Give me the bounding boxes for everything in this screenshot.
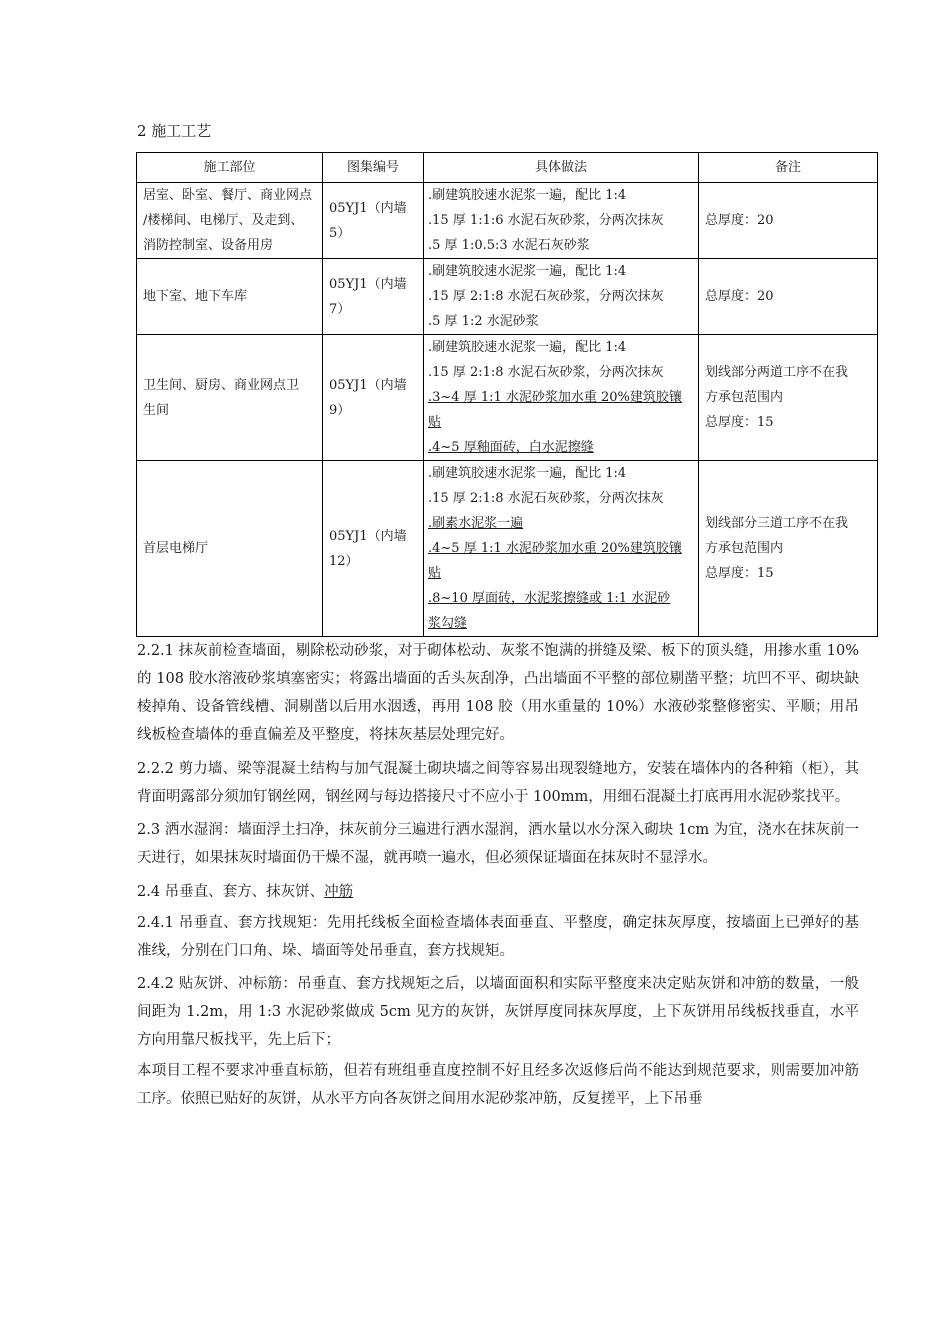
code-cell-line: 9）: [329, 402, 351, 418]
method-step: .4~5 厚釉面砖，白水泥擦缝: [428, 440, 594, 455]
table-body: [137, 183, 878, 637]
method-step: 贴: [428, 566, 442, 581]
code-cell-line: 7）: [329, 301, 351, 317]
location-cell: [137, 335, 323, 461]
method-step: .8~10 厚面砖，水泥浆擦缝或 1:1 水泥砂: [428, 591, 671, 606]
note-cell-line: 方承包范围内: [705, 390, 784, 405]
code-cell-line: 05YJ1（内墙: [329, 377, 407, 393]
body-text: [137, 637, 859, 1119]
note-cell-line: 总厚度：15: [705, 415, 774, 430]
method-step: .4~5 厚 1:1 水泥砂浆加水重 20%建筑胶镶: [428, 541, 682, 556]
paragraph-text: 本项目工程不要求冲垂直标筋，但若有班组垂直度控制不好且经多次返修后尚不能达到规范要求，则需要加冲筋工序。依照已贴好的灰饼，从水平方向各灰饼之间用水泥砂浆冲筋，反复搓平，上下吊垂: [137, 1063, 859, 1107]
location-cell-line: 消防控制室、设备用房: [143, 238, 274, 253]
location-cell-line: 地下室、地下车库: [143, 289, 248, 304]
method-step: .刷建筑胶速水泥浆一遍，配比 1:4: [428, 466, 627, 481]
method-step: .刷素水泥浆一遍: [428, 516, 524, 531]
method-step: .刷建筑胶速水泥浆一遍，配比 1:4: [428, 264, 627, 279]
construction-spec-table: [136, 152, 878, 637]
method-step: .5 厚 1:0.5:3 水泥石灰砂浆: [428, 238, 590, 253]
location-cell-line: 首层电梯厅: [143, 541, 209, 556]
note-cell: [699, 335, 878, 461]
note-cell: [699, 183, 878, 259]
paragraph-text: 2.3 洒水湿润：墙面浮土扫净，抹灰前分三遍进行洒水湿润，洒水量以水分深入砌块 1cm 为宜，浇水在抹灰前一天进行，如果抹灰时墙面仍干燥不湿，就再喷一遍水，但必须保证墙面在抹灰时不显浮水。: [137, 822, 859, 866]
code-cell: [323, 259, 424, 335]
paragraph-text: 2.2.1 抹灰前检查墙面，剔除松动砂浆，对于砌体松动、灰浆不饱满的拼缝及梁、板下的顶头缝，用掺水重 10%的 108 胶水溶液砂浆填塞密实；将露出墙面的舌头灰刮净，凸出墙面不平整的部位剔凿平整；坑凹不平、砌块缺棱掉角、设备管线槽、洞剔凿以后用水洇透，再用 108 胶（用水重量的 10%）水液砂浆整修密实、平顺；用吊线板检查墙体的垂直偏差及平整度，将抹灰基层处理完好。: [137, 643, 859, 743]
location-cell-line: 居室、卧室、餐厅、商业网点: [143, 188, 313, 203]
method-cell: [424, 183, 699, 259]
location-cell: [137, 461, 323, 637]
body-paragraph: [137, 816, 859, 872]
method-cell: [424, 461, 699, 637]
table-row: [137, 335, 878, 461]
note-cell-line: 总厚度：15: [705, 566, 774, 581]
method-step: .刷建筑胶速水泥浆一遍，配比 1:4: [428, 188, 627, 203]
paragraph-text: 冲筋: [324, 883, 354, 900]
method-step: 贴: [428, 415, 442, 430]
code-cell-line: 05YJ1（内墙: [329, 276, 407, 292]
code-cell: [323, 183, 424, 259]
note-cell: [699, 461, 878, 637]
header-note: 备注: [699, 153, 878, 183]
header-method: 具体做法: [424, 153, 699, 183]
code-cell: [323, 335, 424, 461]
location-cell: [137, 183, 323, 259]
location-cell: [137, 259, 323, 335]
note-cell-line: 总厚度：20: [705, 289, 774, 304]
body-paragraph: [137, 1057, 859, 1113]
note-cell: [699, 259, 878, 335]
section-heading: 2 施工工艺: [137, 122, 212, 140]
header-code: 图集编号: [323, 153, 424, 183]
body-paragraph: [137, 878, 859, 906]
method-step: .15 厚 2:1:8 水泥石灰砂浆，分两次抹灰: [428, 289, 664, 304]
body-paragraph: [137, 909, 859, 965]
method-step: .3~4 厚 1:1 水泥砂浆加水重 20%建筑胶镶: [428, 390, 682, 405]
table-row: [137, 259, 878, 335]
body-paragraph: [137, 970, 859, 1054]
code-cell-line: 12）: [329, 553, 359, 569]
note-cell-line: 划线部分两道工序不在我: [705, 365, 849, 380]
note-cell-line: 划线部分三道工序不在我: [705, 516, 849, 531]
header-location: 施工部位: [137, 153, 323, 183]
paragraph-text: 2.4.1 吊垂直、套方找规矩：先用托线板全面检查墙体表面垂直、平整度，确定抹灰厚度，按墙面上已弹好的基准线，分别在门口角、垛、墙面等处吊垂直，套方找规矩。: [137, 914, 859, 959]
note-cell-line: 方承包范围内: [705, 541, 784, 556]
location-cell-line: 生间: [143, 402, 170, 418]
method-step: .15 厚 2:1:8 水泥石灰砂浆，分两次抹灰: [428, 491, 664, 506]
code-cell-line: 5）: [329, 225, 351, 241]
paragraph-text: 2.4 吊垂直、套方、抹灰饼、: [137, 883, 325, 900]
paragraph-text: 2.4.2 贴灰饼、冲标筋：吊垂直、套方找规矩之后，以墙面面积和实际平整度来决定贴灰饼和冲筋的数量，一般间距为 1.2m，用 1:3 水泥砂浆做成 5cm 见方的灰饼，灰饼厚度同抹灰厚度，上下灰饼用吊线板找垂直，水平方向用靠尺板找平，先上后下；: [137, 976, 859, 1048]
method-step: .15 厚 2:1:8 水泥石灰砂浆，分两次抹灰: [428, 365, 664, 380]
code-cell-line: 05YJ1（内墙: [329, 528, 407, 544]
code-cell-line: 05YJ1（内墙: [329, 200, 407, 216]
method-step: .15 厚 1:1:6 水泥石灰砂浆，分两次抹灰: [428, 213, 664, 228]
paragraph-text: 2.2.2 剪力墙、梁等混凝土结构与加气混凝土砌块墙之间等容易出现裂缝地方，安装在墙体内的各种箱（柜），其背面明露部分须加钉钢丝网，钢丝网与每边搭接尺寸不应小于 100mm，用细石混凝土打底再用水泥砂浆找平。: [137, 760, 859, 805]
method-cell: [424, 335, 699, 461]
method-step: 浆勾缝: [428, 616, 468, 631]
table-row: [137, 461, 878, 637]
method-step: .5 厚 1:2 水泥砂浆: [428, 314, 539, 329]
method-cell: [424, 259, 699, 335]
method-step: .刷建筑胶速水泥浆一遍，配比 1:4: [428, 340, 627, 355]
location-cell-line: /楼梯间、电梯厅、及走到、: [143, 213, 304, 228]
table-row: [137, 183, 878, 259]
location-cell-line: 卫生间、厨房、商业网点卫: [143, 377, 300, 393]
note-cell-line: 总厚度：20: [705, 213, 774, 228]
code-cell: [323, 461, 424, 637]
body-paragraph: [137, 755, 859, 811]
body-paragraph: [137, 637, 859, 749]
table-header-row: [137, 153, 878, 183]
